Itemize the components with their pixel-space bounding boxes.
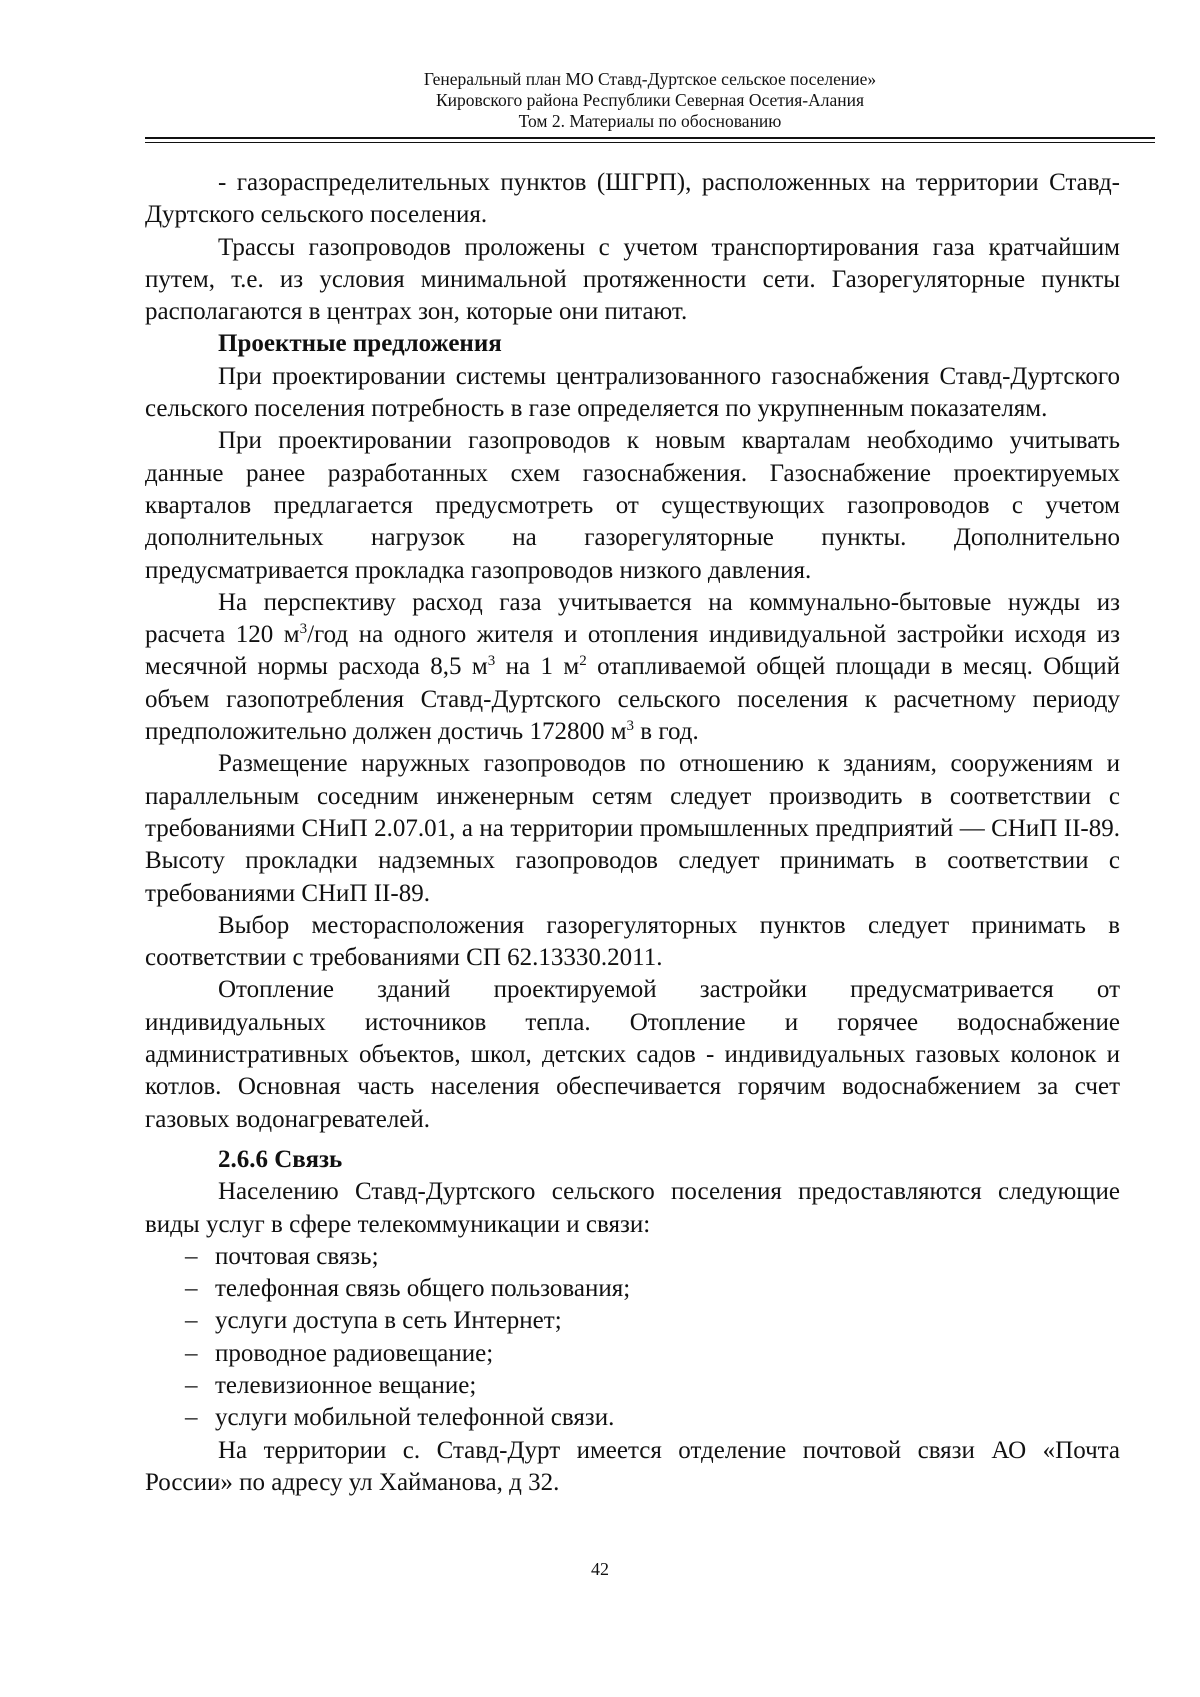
services-list (145, 1241, 1120, 1435)
list-item-text: услуги мобильной телефонной связи. (215, 1404, 615, 1432)
text-run: в год. (634, 718, 699, 746)
dash-bullet: – (185, 1339, 198, 1367)
page-number: 42 (591, 1559, 609, 1579)
dash-bullet: – (185, 1371, 198, 1399)
text-run: на 1 м (495, 653, 580, 681)
superscript: 3 (299, 621, 308, 638)
dash-bullet: – (185, 1242, 198, 1270)
dash-bullet: – (185, 1307, 198, 1335)
dash-bullet: – (185, 1404, 198, 1432)
text-run: отапливаемой общей площади в месяц. Общий объем газопотребления Ставд-Дуртского сельского поселения к расчетному периоду предположительно должен достичь 172800 м (145, 653, 1120, 746)
paragraph: Трассы газопроводов проложены с учетом транспортирования газа кратчайшим путем, т.е. из условия минимальной протяженности сети. Газорегуляторные пункты располагаются в центрах зон, которые они питают. (145, 233, 1120, 326)
header-rule-thin (145, 142, 1155, 143)
header-line-2: Кировского района Республики Северная Осетия-Алания (435, 90, 865, 110)
list-item (145, 1338, 1120, 1370)
superscript: 3 (487, 653, 496, 670)
list-item (145, 1273, 1120, 1305)
list-item (145, 1305, 1120, 1337)
paragraph: Населению Ставд-Дуртского сельского поселения предоставляются следующие виды услуг в сфере телекоммуникации и связи: (145, 1178, 1120, 1238)
header-line-3: Том 2. Материалы по обоснованию (518, 111, 782, 131)
section-heading: Проектные предложения (218, 330, 502, 358)
list-item-text: телевизионное вещание; (215, 1371, 477, 1399)
paragraph: При проектировании системы централизованного газоснабжения Ставд-Дуртского сельского поселения потребность в газе определяется по укрупненным показателям. (145, 362, 1120, 423)
superscript: 2 (579, 653, 587, 670)
paragraph: Размещение наружных газопроводов по отношению к зданиям, сооружениям и параллельным соседним инженерным сетям следует производить в соответствии с требованиями СНиП 2.07.01, а на территории промышленных предприятий — СНиП II-89. Высоту прокладки надземных газопроводов следует принимать в соответствии с требованиями СНиП II-89. (145, 750, 1120, 907)
superscript: 3 (626, 718, 635, 735)
list-item (145, 1370, 1120, 1402)
paragraph: Отопление зданий проектируемой застройки предусматривается от индивидуальных источников тепла. Отопление и горячее водоснабжение административных объектов, школ, детских садов - индивидуальных газовых колонок и котлов. Основная часть населения обеспечивается горячим водоснабжением за счет газовых водонагревателей. (145, 976, 1120, 1133)
paragraph: - газораспределительных пунктов (ШГРП), расположенных на территории Ставд-Дуртского сельского поселения. (145, 169, 1120, 229)
list-item-text: проводное радиовещание; (215, 1339, 494, 1367)
paragraph: На территории с. Ставд-Дурт имеется отделение почтовой связи АО «Почта России» по адресу ул Хайманова, д 32. (145, 1436, 1120, 1496)
page-header (145, 69, 1155, 132)
list-item (145, 1402, 1120, 1434)
paragraph-gas-consumption (145, 587, 1120, 748)
header-rule-thick (145, 137, 1155, 139)
list-item-text: почтовая связь; (215, 1242, 379, 1270)
paragraph: Выбор месторасположения газорегуляторных пунктов следует принимать в соответствии с требованиями СП 62.13330.2011. (145, 911, 1120, 972)
list-item-text: телефонная связь общего пользования; (215, 1275, 631, 1303)
header-line-1: Генеральный план МО Ставд-Дуртское сельское поселение» (423, 69, 877, 89)
text-run: На перспективу расход газа учитывается на коммунально-бытовые нужды из расчета 120 м (145, 588, 1120, 649)
section-heading: 2.6.6 Связь (218, 1145, 343, 1173)
paragraph: При проектировании газопроводов к новым кварталам необходимо учитывать данные ранее разработанных схем газоснабжения. Газоснабжение проектируемых кварталов предлагается предусмотреть от существующих газопроводов с учетом дополнительных нагрузок на газорегуляторные пункты. Дополнительно предусматривается прокладка газопроводов низкого давления. (145, 427, 1120, 584)
dash-bullet: – (185, 1275, 198, 1303)
list-item-text: услуги доступа в сеть Интернет; (215, 1307, 562, 1335)
list-item (145, 1241, 1120, 1273)
document-body (145, 167, 1120, 1499)
text-run: /год на одного жителя и отопления индивидуальной застройки исходя из месячной нормы расхода 8,5 м (145, 621, 1121, 681)
